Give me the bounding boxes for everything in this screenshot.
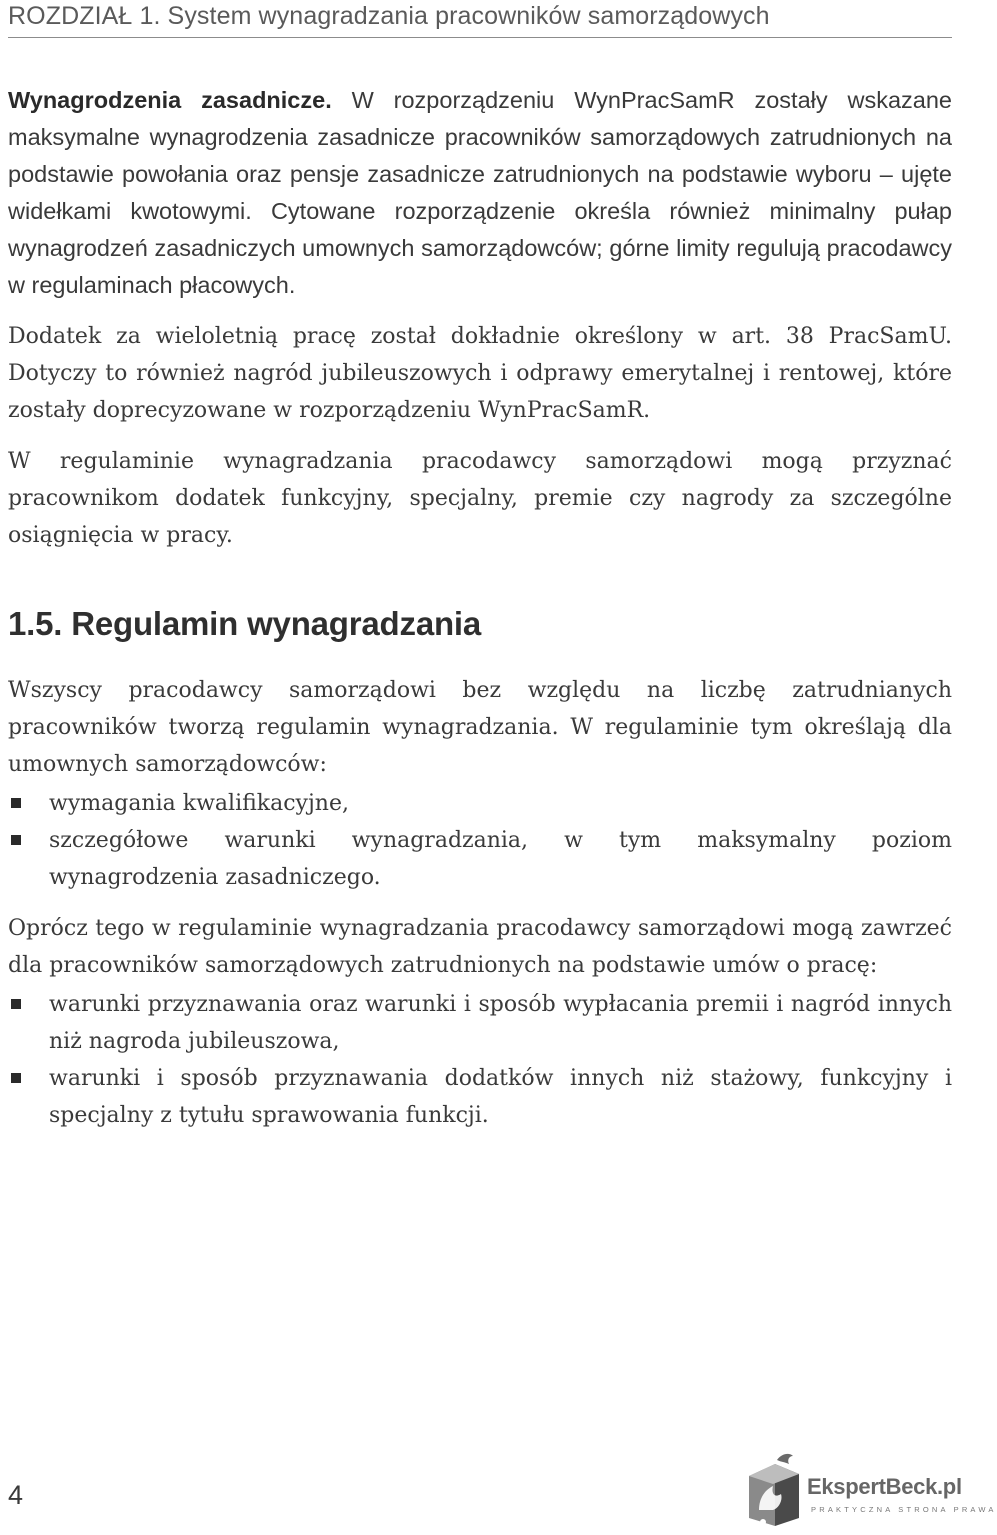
bullet-list-contract-employees xyxy=(8,785,952,896)
header-rule xyxy=(8,37,952,38)
paragraph-lead: Wynagrodzenia zasadnicze. xyxy=(8,87,332,113)
page-content xyxy=(8,82,952,1134)
section-number: 1.5. xyxy=(8,605,63,642)
paragraph-seniority-bonus: Dodatek za wieloletnią pracę został dokładnie określony w art. 38 PracSamU. Dotyczy to również nagród jubileuszowych i odprawy emerytalnej i rentowej, które zostały doprecyzowane w rozporządzeniu WynPracSamR. xyxy=(8,324,952,423)
list-item: wymagania kwalifikacyjne, xyxy=(8,785,952,822)
square-bullet-icon xyxy=(11,798,21,808)
square-bullet-icon xyxy=(11,835,21,845)
running-header: ROZDZIAŁ 1. System wynagradzania pracowników samorządowych xyxy=(8,2,770,30)
section-title: Regulamin wynagradzania xyxy=(71,605,482,642)
page-number: 4 xyxy=(8,1480,24,1510)
publisher-logo-name: EkspertBeck.pl xyxy=(807,1474,962,1499)
paragraph-text: W rozporządzeniu WynPracSamR zostały wskazane maksymalne wynagrodzenia zasadnicze pracowników samorządowych zatrudnionych na podstawie powołania oraz pensje zasadnicze zatrudnionych na podstawie wyboru – ujęte widełkami kwotowymi. Cytowane rozporządzenie określa również minimalny pułap wynagrodzeń zasadniczych umownych samorządowców; górne limity regulują pracodawcy w regulaminach płacowych. xyxy=(8,87,952,298)
publisher-logo-tagline: PRAKTYCZNA STRONA PRAWA xyxy=(811,1505,997,1514)
list-item: warunki i sposób przyznawania dodatków innych niż stażowy, funkcyjny i specjalny z tytułu sprawowania funkcji. xyxy=(8,1060,952,1134)
publisher-logo-icon xyxy=(745,1450,803,1530)
section-heading xyxy=(8,604,952,644)
paragraph-base-salaries xyxy=(8,82,952,304)
paragraph-regulation-intro: Wszyscy pracodawcy samorządowi bez względu na liczbę zatrudnianych pracowników tworzą regulamin wynagradzania. W regulaminie tym określają dla umownych samorządowców: xyxy=(8,678,952,777)
paragraph-employer-bonuses: W regulaminie wynagradzania pracodawcy samorządowi mogą przyznać pracownikom dodatek funkcyjny, specjalny, premie czy nagrody za szczególne osiągnięcia w pracy. xyxy=(8,449,952,548)
square-bullet-icon xyxy=(11,1073,21,1083)
list-item: warunki przyznawania oraz warunki i sposób wypłacania premii i nagród innych niż nagroda jubileuszowa, xyxy=(8,986,952,1060)
square-bullet-icon xyxy=(11,999,21,1009)
publisher-logo xyxy=(745,1450,997,1530)
list-item: szczegółowe warunki wynagradzania, w tym maksymalny poziom wynagrodzenia zasadniczego. xyxy=(8,822,952,896)
paragraph-additional-terms: Oprócz tego w regulaminie wynagradzania pracodawcy samorządowi mogą zawrzeć dla pracowników samorządowych zatrudnionych na podstawie umów o pracę: xyxy=(8,916,952,978)
bullet-list-additional-terms xyxy=(8,986,952,1134)
